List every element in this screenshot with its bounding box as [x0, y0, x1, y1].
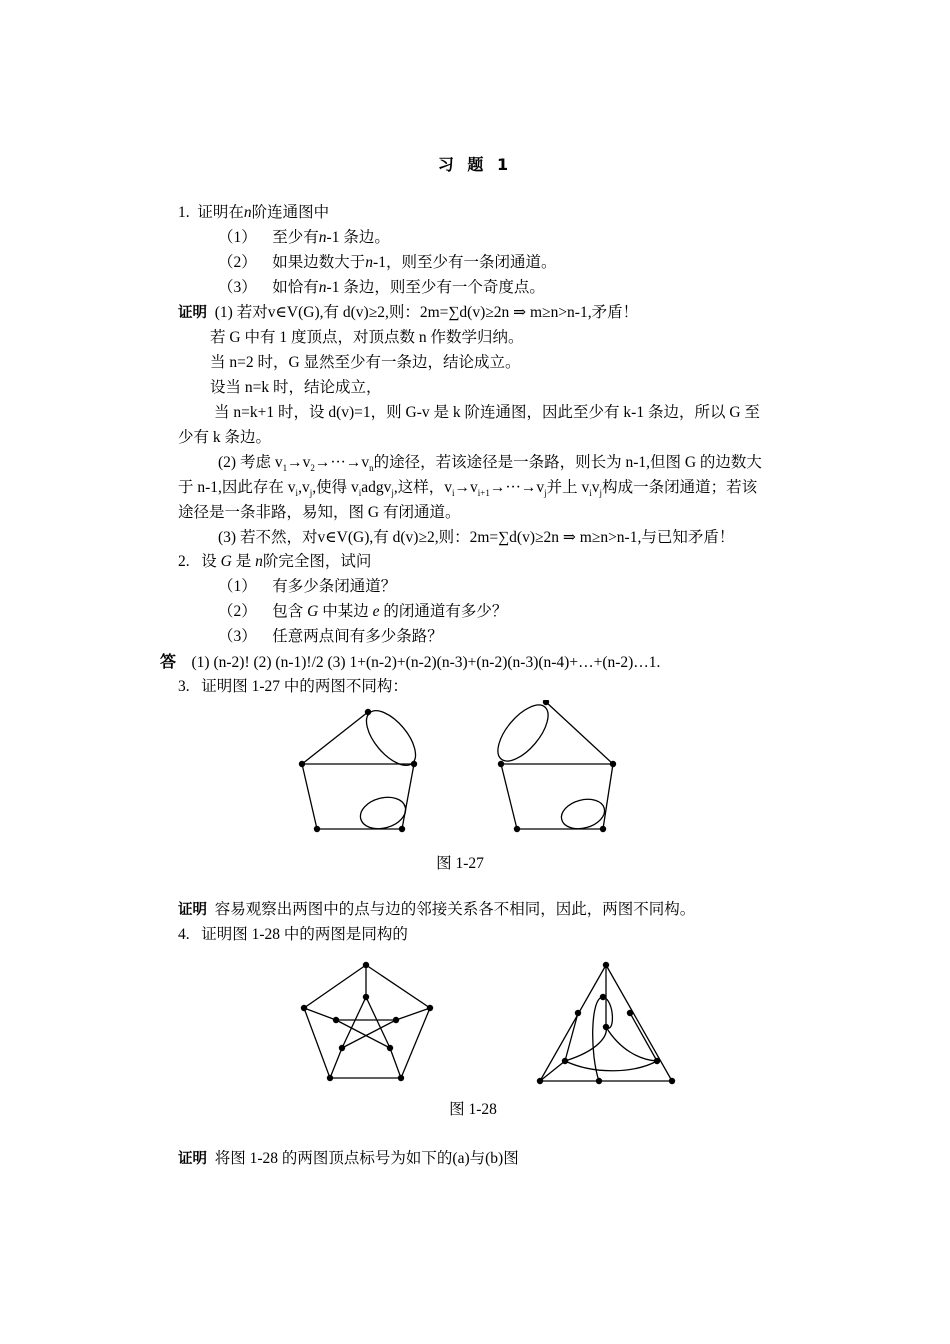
var-g: G: [307, 603, 319, 620]
subscript: j: [309, 488, 313, 499]
subscript: i: [295, 488, 299, 499]
figure-1-27-caption: 图 1-27: [436, 855, 484, 872]
text-seg: 阶完全图，试问: [262, 553, 372, 570]
graph-vertex: [299, 761, 305, 767]
graph-vertex: [327, 1075, 333, 1081]
q1-number: 1.: [178, 204, 190, 221]
outer-pentagon: [304, 965, 430, 1078]
graph-vertex: [333, 1017, 339, 1023]
q4-head-text: 证明图 1-28 中的两图是同构的: [201, 926, 408, 943]
subscript: n: [369, 463, 374, 474]
q1-head-text-a: 证明在: [197, 204, 244, 221]
q1-proof-line-4: 设当 n=k 时，结论成立，: [210, 379, 382, 396]
loop-edge: [489, 700, 557, 769]
var-n: n: [255, 553, 263, 570]
graph-vertex: [603, 962, 609, 968]
text-seg: ,这样，v: [393, 479, 453, 496]
graph-edge: [501, 702, 613, 764]
text-seg: →v: [287, 454, 311, 471]
subscript: 1: [282, 463, 288, 474]
curve-edge: [603, 997, 612, 1028]
q1-head-text-b: 阶连通图中: [251, 204, 330, 221]
page-title: 习 题 1: [437, 155, 513, 174]
proof-label: 证明: [178, 305, 207, 321]
inner-star: [336, 997, 396, 1048]
curve-edge: [565, 1027, 606, 1061]
q1-heading: [178, 202, 329, 224]
q1-proof-line-3: 当 n=2 时，G 显然至少有一条边，结论成立。: [210, 354, 521, 371]
var-g: G: [220, 553, 232, 570]
proof-label: 证明: [178, 902, 207, 918]
graph-vertex: [399, 826, 405, 832]
q1-item-2-mark: （2）: [218, 254, 257, 271]
graph-vertex: [427, 1005, 433, 1011]
q1-proof-line-7: [218, 452, 762, 474]
graph-vertex: [600, 826, 606, 832]
q4-proof: [178, 1148, 519, 1170]
text-seg: 中某边: [322, 603, 369, 620]
q4-proof-text: 将图 1-28 的两图顶点标号为如下的(a)与(b)图: [214, 1150, 519, 1167]
q3-proof: [178, 899, 695, 921]
q2-number: 2.: [178, 553, 190, 570]
graph-edge: [304, 1008, 336, 1020]
q3-number: 3.: [178, 678, 190, 695]
figure-1-28-caption: 图 1-28: [449, 1101, 497, 1118]
q4-heading: [178, 924, 408, 946]
text-seg: →···→v: [314, 454, 370, 471]
subscript: 2: [310, 463, 315, 474]
graph-vertex: [387, 1045, 393, 1051]
q1-proof-line-6: 少有 k 条边。: [178, 429, 272, 446]
graph-vertex: [498, 761, 504, 767]
q4-number: 4.: [178, 926, 190, 943]
text-seg: 是: [235, 553, 252, 570]
subscript: j: [599, 488, 603, 499]
graph-edge: [603, 764, 613, 829]
q2-item-3: [218, 626, 443, 648]
text-seg: 设: [201, 553, 217, 570]
graph-edge: [302, 764, 317, 829]
q2-item-2-mark: （2）: [218, 603, 257, 620]
graph-vertex: [393, 1017, 399, 1023]
petersen-graph-right: [537, 962, 675, 1084]
graph-vertex: [398, 1075, 404, 1081]
q1-proof-line-5: 当 n=k+1 时，设 d(v)=1，则 G-v 是 k 阶连通图，因此至少有 k-1 条边，所以 G 至: [214, 404, 760, 421]
q1-head-var-n: n: [243, 204, 252, 221]
text-seg: 于 n-1,因此存在 v: [178, 479, 296, 496]
graph-edge: [540, 1061, 565, 1081]
q3-heading: [178, 676, 408, 698]
q1-proof-line-2: 若 G 中有 1 度顶点，对顶点数 n 作数学归纳。: [210, 329, 524, 346]
q1-item-3-mark: （3）: [218, 279, 257, 296]
text-seg: ,使得 v: [312, 479, 359, 496]
graph-vertex: [562, 1058, 568, 1064]
q1-proof-text-1: (1) 若对v∈V(G),有 d(v)≥2,则：2m=∑d(v)≥2n ⇒ m≥n>n-1,矛盾！: [214, 304, 639, 321]
text-seg: 的途径，若该途径是一条路，则长为 n-1,但图 G 的边数大: [373, 454, 762, 471]
q2-item-1-mark: （1）: [218, 578, 257, 595]
q3-head-text: 证明图 1-27 中的两图不同构：: [201, 678, 408, 695]
graph-vertex: [537, 1078, 543, 1084]
text-seg: 的闭通道有多少？: [383, 603, 508, 620]
q1-item-2-var: n: [365, 254, 374, 271]
figure-1-27: [290, 700, 630, 840]
graph-vertex: [314, 826, 320, 832]
subscript: i: [589, 488, 592, 499]
graph-vertex: [363, 962, 369, 968]
graph-vertex: [363, 994, 369, 1000]
q2-item-3-text: 任意两点间有多少条路？: [272, 628, 443, 645]
subscript: j: [544, 488, 547, 499]
proof-label: 证明: [178, 1151, 207, 1167]
q1-proof-line-8: [178, 477, 757, 499]
q1-item-3: [218, 277, 545, 299]
graph-1-27-right: [489, 700, 616, 833]
curve-edge: [565, 1061, 657, 1071]
graph-vertex: [603, 1024, 609, 1030]
petersen-graph-left: [301, 962, 433, 1081]
subscript: i: [452, 488, 455, 499]
graph-edge: [302, 712, 414, 764]
graph-edge: [390, 1048, 401, 1078]
graph-vertex: [627, 1010, 633, 1016]
text-seg: →···→v: [489, 479, 545, 496]
q1-proof-line-1: [178, 302, 638, 324]
q1-item-3-text-b: -1 条边，则至少有一个奇度点。: [326, 279, 545, 296]
curve-edge: [593, 997, 603, 1081]
graph-vertex: [669, 1078, 675, 1084]
subscript: i+1: [477, 488, 490, 499]
graph-vertex: [365, 709, 371, 715]
q1-item-1-text-b: -1 条边。: [326, 229, 390, 246]
graph-vertex: [339, 1045, 345, 1051]
graph-1-27-left: [299, 702, 425, 833]
graph-edge: [396, 1008, 430, 1020]
graph-vertex: [654, 1058, 660, 1064]
q2-answer-text: (1) (n-2)! (2) (n-1)!/2 (3) 1+(n-2)+(n-2)(n-3)+(n-2)(n-3)(n-4)+…+(n-2)…1.: [191, 654, 661, 671]
answer-label: 答: [160, 652, 177, 671]
graph-vertex: [301, 1005, 307, 1011]
graph-vertex: [596, 1078, 602, 1084]
q1-item-1-text-a: 至少有: [272, 229, 319, 246]
text-seg: 构成一条闭通道；若该: [602, 479, 758, 496]
q2-item-1: [218, 576, 396, 598]
q1-item-3-var: n: [318, 279, 327, 296]
graph-vertex: [411, 761, 417, 767]
q1-item-1: [218, 227, 390, 249]
graph-edge: [330, 1048, 342, 1078]
q2-heading: [178, 551, 371, 573]
var-e: e: [372, 603, 380, 620]
graph-vertex: [514, 826, 520, 832]
text-seg: v: [591, 479, 600, 496]
graph-edge: [565, 1013, 578, 1061]
curve-edge: [606, 1027, 657, 1061]
q1-proof-line-9: 途径是一条非路，易知，图 G 有闭通道。: [178, 504, 461, 521]
text-seg: 包含: [272, 603, 304, 620]
figure-1-28: [290, 955, 690, 1095]
graph-vertex: [610, 761, 616, 767]
q1-item-2-text-b: -1，则至少有一条闭通道。: [373, 254, 557, 271]
text-seg: (2) 考虑 v: [218, 454, 283, 471]
graph-edge: [402, 764, 414, 829]
subscript: i: [358, 488, 362, 499]
text-seg: →v: [454, 479, 478, 496]
q1-item-2-text-a: 如果边数大于: [272, 254, 366, 271]
q2-answer: [160, 651, 660, 674]
graph-edge: [501, 764, 517, 829]
q1-item-1-var: n: [318, 229, 327, 246]
text-seg: ,v: [298, 479, 310, 496]
q2-item-1-text: 有多少条闭通道？: [272, 578, 397, 595]
text-seg: 并上 v: [546, 479, 590, 496]
q1-item-1-mark: （1）: [218, 229, 257, 246]
q1-item-2: [218, 252, 556, 274]
text-seg: adgv: [361, 479, 392, 496]
q2-item-2: [218, 601, 507, 623]
graph-vertex: [600, 994, 606, 1000]
q2-item-3-mark: （3）: [218, 628, 257, 645]
graph-vertex: [575, 1010, 581, 1016]
q1-item-3-text-a: 如恰有: [272, 279, 319, 296]
q1-proof-line-10: (3) 若不然，对v∈V(G),有 d(v)≥2,则：2m=∑d(v)≥2n ⇒ m≥n>n-1,与已知矛盾！: [218, 529, 735, 546]
subscript: j: [391, 488, 394, 499]
q3-proof-text: 容易观察出两图中的点与边的邻接关系各不相同，因此，两图不同构。: [214, 901, 696, 918]
